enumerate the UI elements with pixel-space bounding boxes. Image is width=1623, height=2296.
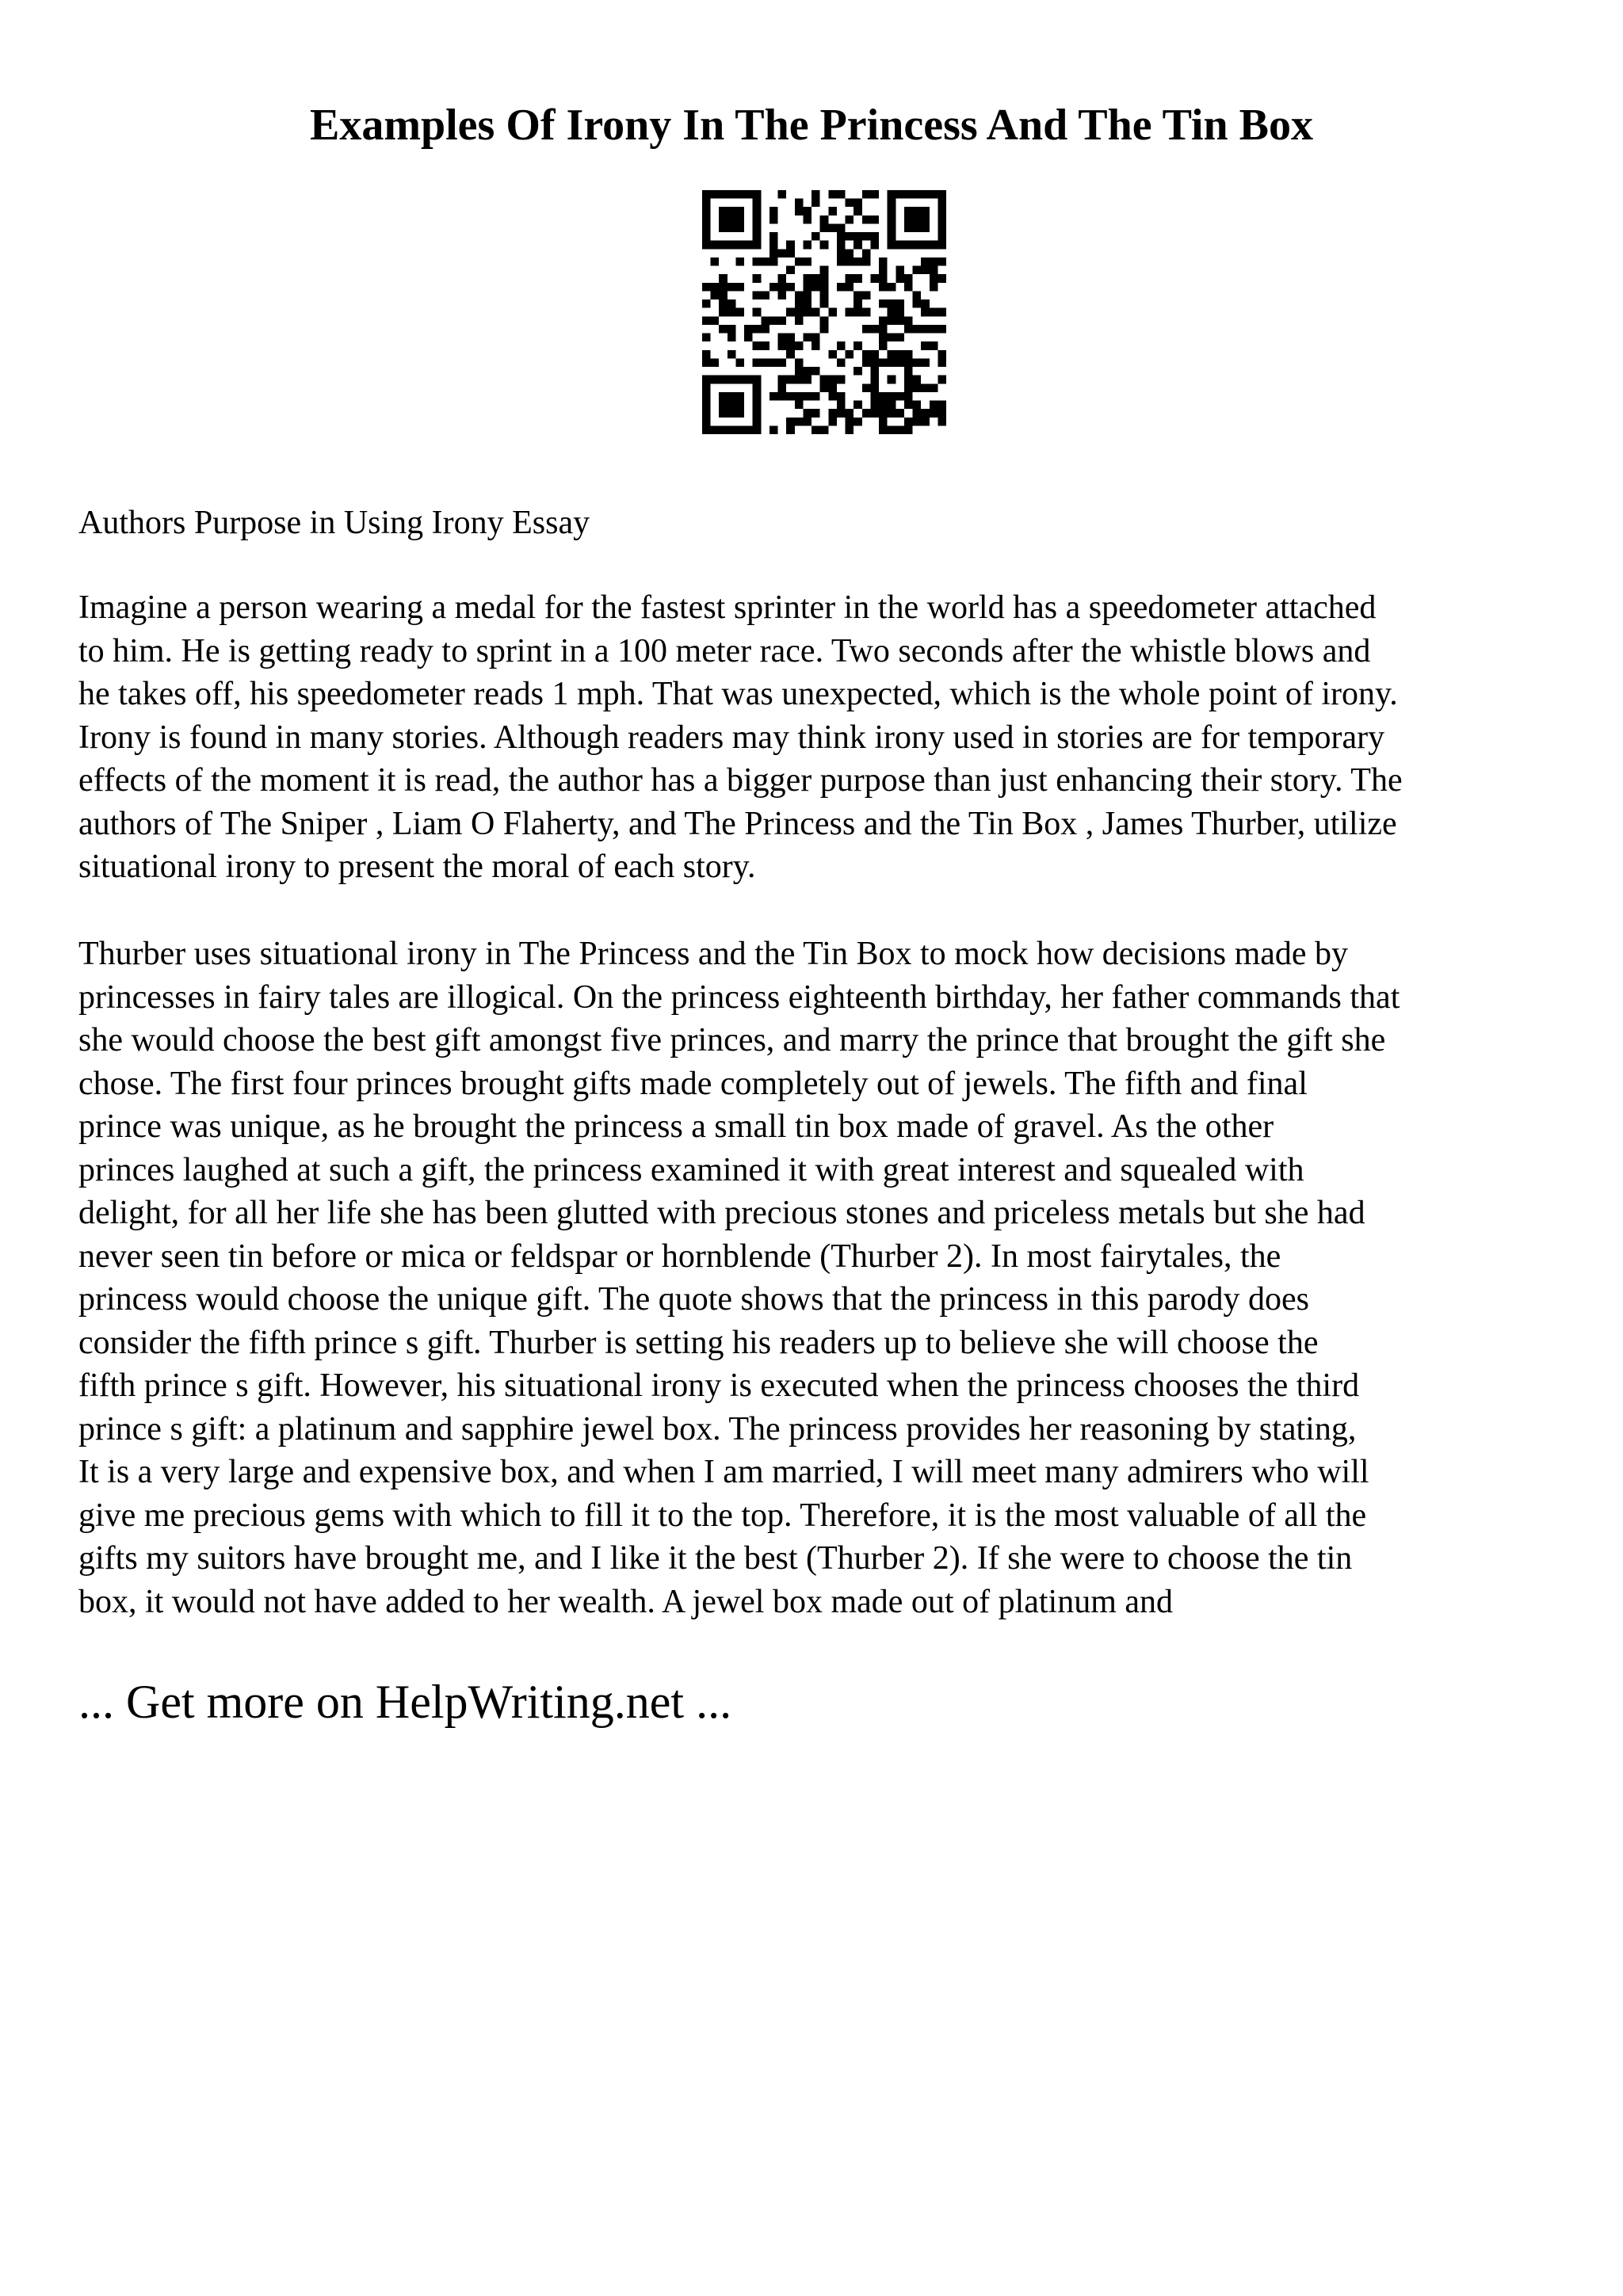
paragraph-2 — [78, 933, 1400, 1623]
paragraph-line: Imagine a person wearing a medal for the fastest sprinter in the world has a speedometer attached — [78, 589, 1377, 626]
paragraph-line: consider the fifth prince s gift. Thurber is setting his readers up to believe she will choose the — [78, 1324, 1319, 1361]
paragraph-line: gifts my suitors have brought me, and I like it the best (Thurber 2). If she were to choose the tin — [78, 1540, 1353, 1577]
paragraph-line: never seen tin before or mica or feldspar or hornblende (Thurber 2). In most fairytales, the — [78, 1238, 1281, 1275]
paragraph-line: to him. He is getting ready to sprint in a 100 meter race. Two seconds after the whistle blows and — [78, 632, 1371, 669]
qr-code-icon — [702, 190, 946, 434]
paragraph-line: princes laughed at such a gift, the princess examined it with great interest and squealed with — [78, 1151, 1304, 1188]
paragraph-line: authors of The Sniper , Liam O Flaherty, and The Princess and the Tin Box , James Thurber, utilize — [78, 805, 1397, 842]
paragraph-line: fifth prince s gift. However, his situational irony is executed when the princess chooses the third — [78, 1367, 1360, 1404]
paragraph-line: Irony is found in many stories. Although readers may think irony used in stories are for temporary — [78, 719, 1385, 756]
paragraph-line: he takes off, his speedometer reads 1 mph. That was unexpected, which is the whole point of irony. — [78, 676, 1398, 712]
paragraph-line: effects of the moment it is read, the author has a bigger purpose than just enhancing their story. The — [78, 762, 1403, 799]
document-title: Examples Of Irony In The Princess And The Tin Box — [309, 101, 1314, 150]
paragraph-line: princesses in fairy tales are illogical. On the princess eighteenth birthday, her father commands that — [78, 978, 1400, 1016]
paragraph-line: Thurber uses situational irony in The Princess and the Tin Box to mock how decisions made by — [78, 936, 1349, 972]
essay-subtitle: Authors Purpose in Using Irony Essay — [78, 505, 590, 541]
paragraph-line: princess would choose the unique gift. The quote shows that the princess in this parody does — [78, 1281, 1309, 1318]
paragraph-line: she would choose the best gift amongst five princes, and marry the prince that brought the gift she — [78, 1022, 1386, 1058]
paragraph-line: prince s gift: a platinum and sapphire jewel box. The princess provides her reasoning by stating, — [78, 1410, 1357, 1447]
paragraph-line: It is a very large and expensive box, and when I am married, I will meet many admirers who will — [78, 1454, 1369, 1490]
paragraph-line: chose. The first four princes brought gifts made completely out of jewels. The fifth and final — [78, 1065, 1308, 1102]
paragraph-line: box, it would not have added to her wealth. A jewel box made out of platinum and — [78, 1583, 1174, 1620]
paragraph-line: delight, for all her life she has been glutted with precious stones and priceless metals but she had — [78, 1195, 1365, 1231]
paragraph-1 — [78, 586, 1403, 889]
get-more-link[interactable]: ... Get more on HelpWriting.net ... — [78, 1676, 732, 1728]
paragraph-line: situational irony to present the moral of each story. — [78, 849, 756, 885]
paragraph-line: give me precious gems with which to fill it to the top. Therefore, it is the most valuable of all the — [78, 1497, 1367, 1534]
paragraph-line: prince was unique, as he brought the princess a small tin box made of gravel. As the other — [78, 1108, 1274, 1145]
